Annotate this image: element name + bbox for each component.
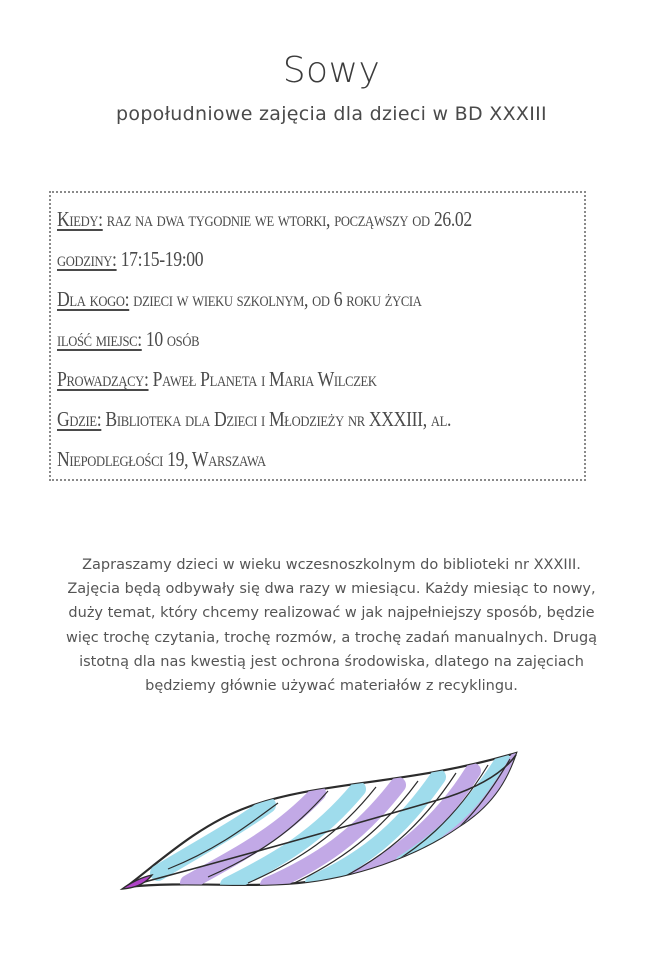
where-label: Gdzie:	[57, 407, 102, 431]
intro-paragraph: Zapraszamy dzieci w wieku wczesnoszkolnym do biblioteki nr XXXIII. Zajęcia będą odbywały się dwa razy w miesiącu. Każdy miesiąc to nowy, duży temat, który chcemy realizować w jak najpełniejszy sposób, będzie więc trochę czytania, trochę rozmów, a trochę zadań manualnych. Drugą istotną dla nas kwestią jest ochrona środowiska, dlatego na zajęciach będziemy głównie używać materiałów z recyklingu.	[65, 557, 598, 695]
info-row-when	[57, 199, 500, 239]
for-whom-value: dzieci w wieku szkolnym, od 6 roku życia	[133, 287, 422, 311]
leaders-value: Paweł Planeta i Maria Wilczek	[152, 367, 377, 391]
event-info-box	[49, 191, 586, 481]
seats-value: 10 osób	[145, 327, 200, 351]
feather-vane	[126, 753, 518, 887]
hours-label: godziny:	[57, 247, 117, 271]
seats-label: ilość miejsc:	[57, 327, 142, 351]
info-row-for-whom	[57, 279, 500, 319]
info-row-leaders	[57, 359, 500, 399]
page-title: Sowy	[282, 50, 381, 91]
info-row-hours	[57, 239, 500, 279]
where-value-line2: Niepodległości 19, Warszawa	[57, 447, 266, 471]
page-subtitle: popołudniowe zajęcia dla dzieci w BD XXXIII	[116, 103, 547, 125]
when-value: raz na dwa tygodnie we wtorki, począwszy od 26.02	[106, 207, 472, 231]
when-label: Kiedy:	[57, 207, 103, 231]
leaders-label: Prowadzący:	[57, 367, 149, 391]
info-row-seats	[57, 319, 500, 359]
feather-illustration	[118, 745, 528, 900]
info-row-where	[57, 399, 500, 439]
for-whom-label: Dla kogo:	[57, 287, 130, 311]
where-value: Biblioteka dla Dzieci i Młodzieży nr XXXIII, al.	[105, 407, 452, 431]
info-row-where-cont	[57, 439, 500, 479]
hours-value: 17:15-19:00	[120, 247, 204, 271]
